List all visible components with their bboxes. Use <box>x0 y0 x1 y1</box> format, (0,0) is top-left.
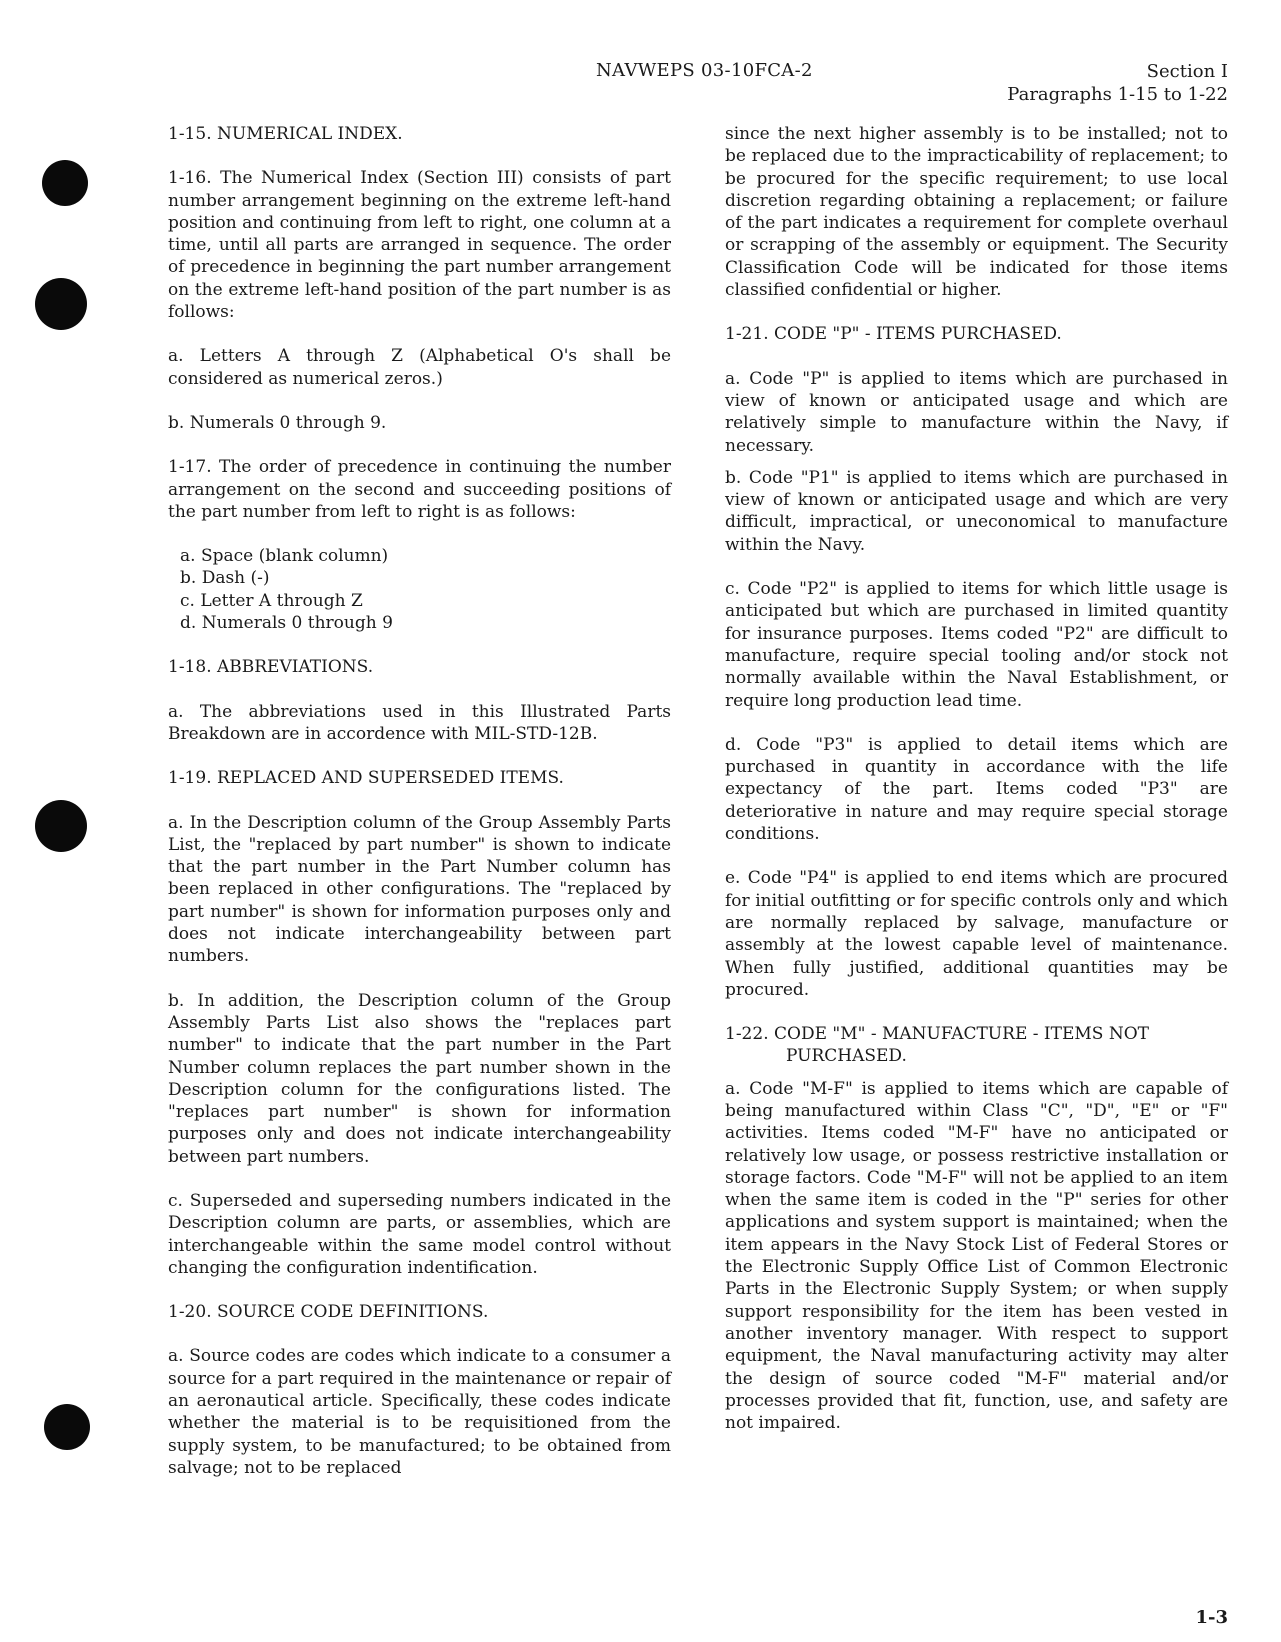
heading-1-18: 1-18. ABBREVIATIONS. <box>168 657 374 678</box>
paragraph-1-19-a: a. In the Description column of the Group Assembly Parts List, the "replaced by part number" is shown to indicate that the part number in the Part Number column has been replaced in other configurations. The "replaced by part number" is shown for information purposes only and does not indicate interchangeability between part numbers. <box>168 812 671 967</box>
paragraph-1-17: 1-17. The order of precedence in continuing the number arrangement on the second and succeeding positions of the part number from left to right is as follows: <box>168 457 671 522</box>
paragraph-1-19-b: b. In addition, the Description column of the Group Assembly Parts List also shows the "replaces part number" to indicate that the part number in the Part Number column replaces the part number shown in the Description column for the configurations listed. The "replaces part number" is shown for information purposes only and does not indicate interchangeability between part numbers. <box>168 990 671 1167</box>
paragraph-1-20-a-continued: since the next higher assembly is to be installed; not to be replaced due to the impracticability of replacement; to be procured for the specific requirement; to use local discretion regarding obtaining a replacement; or failure of the part indicates a requirement for complete overhaul or scrapping of the assembly or equipment. The Security Classification Code will be indicated for those items classified confidential or higher. <box>725 124 1228 301</box>
heading-1-15: 1-15. NUMERICAL INDEX. <box>168 124 403 144</box>
heading-1-20: 1-20. SOURCE CODE DEFINITIONS. <box>168 1302 489 1323</box>
binder-hole-2 <box>35 278 87 330</box>
paragraph-1-21-d: d. Code "P3" is applied to detail items which are purchased in quantity in accordance with the life expectancy of the part. Items coded "P3" are deteriorative in nature and may require special storage conditions. <box>725 734 1228 845</box>
list-item: c. Letter A through Z <box>180 590 363 611</box>
paragraph-1-16-a: a. Letters A through Z (Alphabetical O's shall be considered as numerical zeros.) <box>168 346 671 389</box>
list-item: a. Space (blank column) <box>180 546 389 567</box>
paragraph-range: Paragraphs 1-15 to 1-22 <box>1007 84 1228 105</box>
document-id: NAVWEPS 03-10FCA-2 <box>596 60 813 81</box>
binder-hole-1 <box>42 160 88 206</box>
paragraph-1-21-b: b. Code "P1" is applied to items which are purchased in view of known or anticipated usage and which are very difficult, impractical, or uneconomical to manufacture within the Navy. <box>725 467 1228 555</box>
page-number: 1-3 <box>1195 1607 1228 1628</box>
binder-hole-3 <box>35 800 87 852</box>
section-header <box>1007 60 1228 106</box>
paragraph-1-18-a: a. The abbreviations used in this Illustrated Parts Breakdown are in accordence with MIL-STD-12B. <box>168 701 671 744</box>
list-item: d. Numerals 0 through 9 <box>180 613 393 634</box>
heading-1-21: 1-21. CODE "P" - ITEMS PURCHASED. <box>725 324 1062 345</box>
heading-1-22 <box>725 1023 1228 1068</box>
paragraph-1-19-c: c. Superseded and superseding numbers indicated in the Description column are parts, or assemblies, which are interchangeable within the same model control without changing the configuration indentification. <box>168 1190 671 1278</box>
paragraph-1-22-a: a. Code "M-F" is applied to items which are capable of being manufactured within Class "C", "D", "E" or "F" activities. Items coded "M-F" have no anticipated or relatively low usage, or possess restrictive installation or storage factors. Code "M-F" will not be applied to an item when the same item is coded in the "P" series for other applications and system support is maintained; when the item appears in the Navy Stock List of Federal Stores or the Electronic Supply Office List of Common Electronic Parts in the Electronic Supply System; or when supply support responsibility for the item has been vested in another inventory manager. With respect to support equipment, the Naval manufacturing activity may alter the design of source coded "M-F" material and/or processes provided that fit, function, use, and safety are not impaired. <box>725 1078 1228 1434</box>
paragraph-1-16-b: b. Numerals 0 through 9. <box>168 412 387 433</box>
paragraph-1-16: 1-16. The Numerical Index (Section III) consists of part number arrangement beginning on the extreme left-hand position and continuing from left to right, one column at a time, until all parts are arranged in sequence. The order of precedence in beginning the part number arrangement on the extreme left-hand position of the part number is as follows: <box>168 168 671 323</box>
heading-1-22-line1: 1-22. CODE "M" - MANUFACTURE - ITEMS NOT <box>725 1024 1149 1045</box>
precedence-list <box>168 545 671 634</box>
binder-hole-4 <box>44 1404 90 1450</box>
paragraph-1-21-e: e. Code "P4" is applied to end items which are procured for initial outfitting or for specific controls only and which are normally replaced by salvage, manufacture or assembly at the lowest capable level of maintenance. When fully justified, additional quantities may be procured. <box>725 868 1228 1000</box>
list-item: b. Dash (-) <box>180 568 270 589</box>
paragraph-1-21-c: c. Code "P2" is applied to items for which little usage is anticipated but which are purchased in limited quantity for insurance purposes. Items coded "P2" are difficult to manufacture, require special tooling and/or stock not normally available within the Naval Establishment, or require long production lead time. <box>725 579 1228 711</box>
heading-1-19: 1-19. REPLACED AND SUPERSEDED ITEMS. <box>168 768 564 789</box>
section-label: Section I <box>1146 61 1228 82</box>
paragraph-1-20-a: a. Source codes are codes which indicate to a consumer a source for a part required in the maintenance or repair of an aeronautical article. Specifically, these codes indicate whether the material is to be requisitioned from the supply system, to be manufactured; to be obtained from salvage; not to be replaced <box>168 1346 671 1478</box>
heading-1-22-line2: PURCHASED. <box>786 1046 907 1067</box>
right-column <box>725 123 1228 1434</box>
left-column <box>168 123 671 1479</box>
paragraph-1-21-a: a. Code "P" is applied to items which are purchased in view of known or anticipated usage and which are relatively simple to manufacture within the Navy, if necessary. <box>725 368 1228 456</box>
